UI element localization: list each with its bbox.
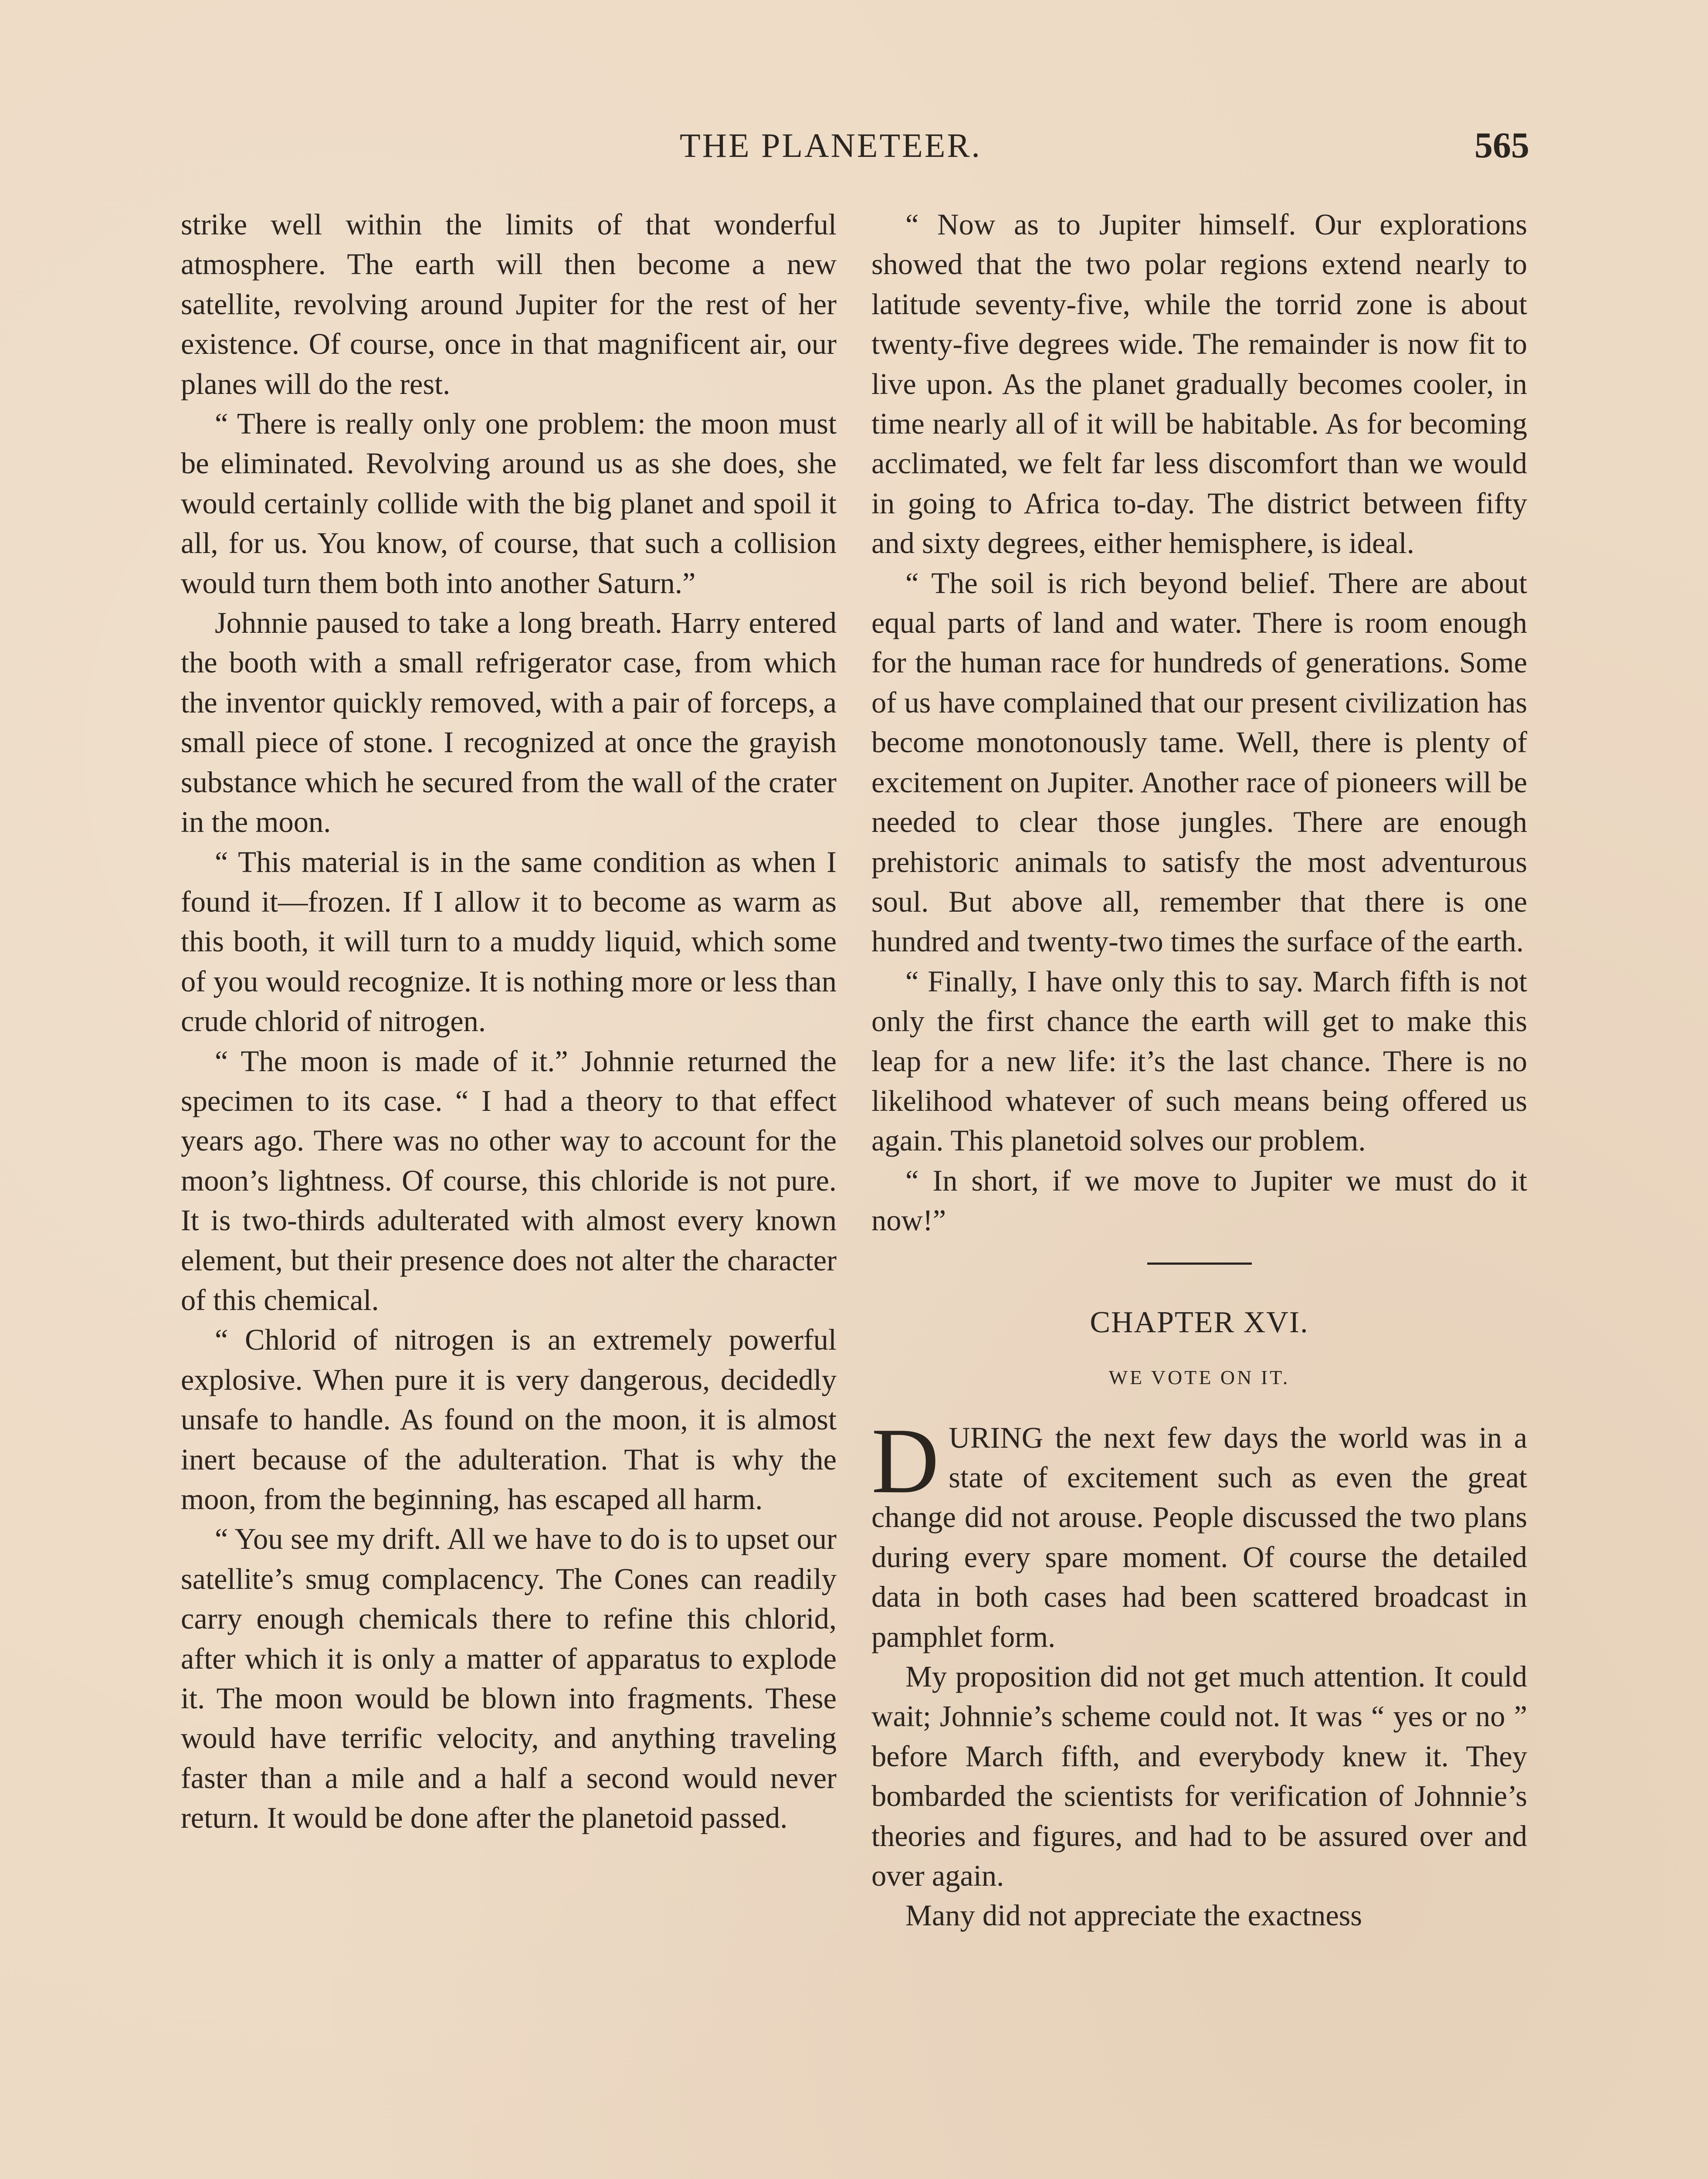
paragraph: “ Now as to Jupiter himself. Our explorations showed that the two polar regions extend nearly to latitude seventy-five, while the torrid zone is about twenty-five degrees wide. The remainder is now fit to live upon. As the planet gradually becomes cooler, in time nearly all of it will be habitable. As for becoming acclimated, we felt far less discomfort than we would in going to Africa to-day. The district between fifty and sixty degrees, either hemisphere, is ideal. [871, 208, 1527, 560]
section-divider [1147, 1263, 1252, 1265]
chapter-subtitle: WE VOTE ON IT. [1108, 1366, 1290, 1388]
paragraph: “ There is really only one problem: the moon must be eliminated. Revolving around us as she does, she would certainly collide with the big planet and spoil it all, for us. You know, of course, that such a collision would turn them both into another Saturn.” [181, 407, 837, 600]
drop-cap: D [871, 1408, 939, 1513]
opening-paragraph-text: URING the next few days the world was in a state of excitement such as even the great change did not arouse. People discussed the two plans during every spare moment. Of course the detailed data in both cases had been scattered broadcast in pamphlet form. [871, 1421, 1527, 1653]
paragraph: “ The moon is made of it.” Johnnie returned the specimen to its case. “ I had a theory to that effect years ago. There was no other way to account for the moon’s lightness. Of course, this chloride is not pure. It is two-thirds adulterated with almost every known element, but their presence does not alter the character of this chemical. [181, 1044, 837, 1317]
chapter-title: CHAPTER XVI. [1090, 1305, 1309, 1339]
left-column [181, 205, 837, 1838]
paragraph: strike well within the limits of that wonderful atmosphere. The earth will then become a new satellite, revolving around Jupiter for the rest of her existence. Of course, once in that magnificent air, our planes will do the rest. [181, 208, 837, 401]
right-column [871, 205, 1527, 1936]
opening-paragraph [871, 1408, 1527, 1657]
paragraph: “ This material is in the same condition as when I found it—frozen. If I allow it to become as warm as this booth, it will turn to a muddy liquid, which some of you would recognize. It is nothing more or less than crude chlorid of nitrogen. [181, 845, 837, 1038]
paragraph: “ In short, if we move to Jupiter we must do it now!” [871, 1164, 1527, 1237]
running-head: THE PLANETEER. [680, 126, 982, 164]
paragraph: “ Chlorid of nitrogen is an extremely powerful explosive. When pure it is very dangerous, decidedly unsafe to handle. As found on the moon, it is almost inert because of the adulteration. That is why the moon, from the beginning, has escaped all harm. [181, 1323, 837, 1516]
paragraph: My proposition did not get much attention. It could wait; Johnnie’s scheme could not. It was “ yes or no ” before March fifth, and everybody knew it. They bombarded the scientists for verification of Johnnie’s theories and figures, and had to be assured over and over again. [871, 1660, 1527, 1893]
paragraph: Many did not appreciate the exactness [905, 1899, 1362, 1932]
paragraph: “ Finally, I have only this to say. March fifth is not only the first chance the earth will get to make this leap for a new life: it’s the last chance. There is no likelihood whatever of such means being offered us again. This planetoid solves our problem. [871, 964, 1527, 1157]
page-number: 565 [1474, 125, 1529, 166]
paragraph: Johnnie paused to take a long breath. Harry entered the booth with a small refrigerator case, from which the inventor quickly removed, with a pair of forceps, a small piece of stone. I recognized at once the grayish substance which he secured from the wall of the crater in the moon. [181, 606, 837, 839]
paragraph: “ You see my drift. All we have to do is to upset our satellite’s smug complacency. The Cones can readily carry enough chemicals there to refine this chlorid, after which it is only a matter of apparatus to explode it. The moon would be blown into fragments. These would have terrific velocity, and anything traveling faster than a mile and a half a second would never return. It would be done after the planetoid passed. [181, 1522, 837, 1835]
paragraph: “ The soil is rich beyond belief. There are about equal parts of land and water. There is room enough for the human race for hundreds of generations. Some of us have complained that our present civilization has become monotonously tame. Well, there is plenty of excitement on Jupiter. Another race of pioneers will be needed to clear those jungles. There are enough prehistoric animals to satisfy the most adventurous soul. But above all, remember that there is one hundred and twenty-two times the surface of the earth. [871, 566, 1527, 958]
